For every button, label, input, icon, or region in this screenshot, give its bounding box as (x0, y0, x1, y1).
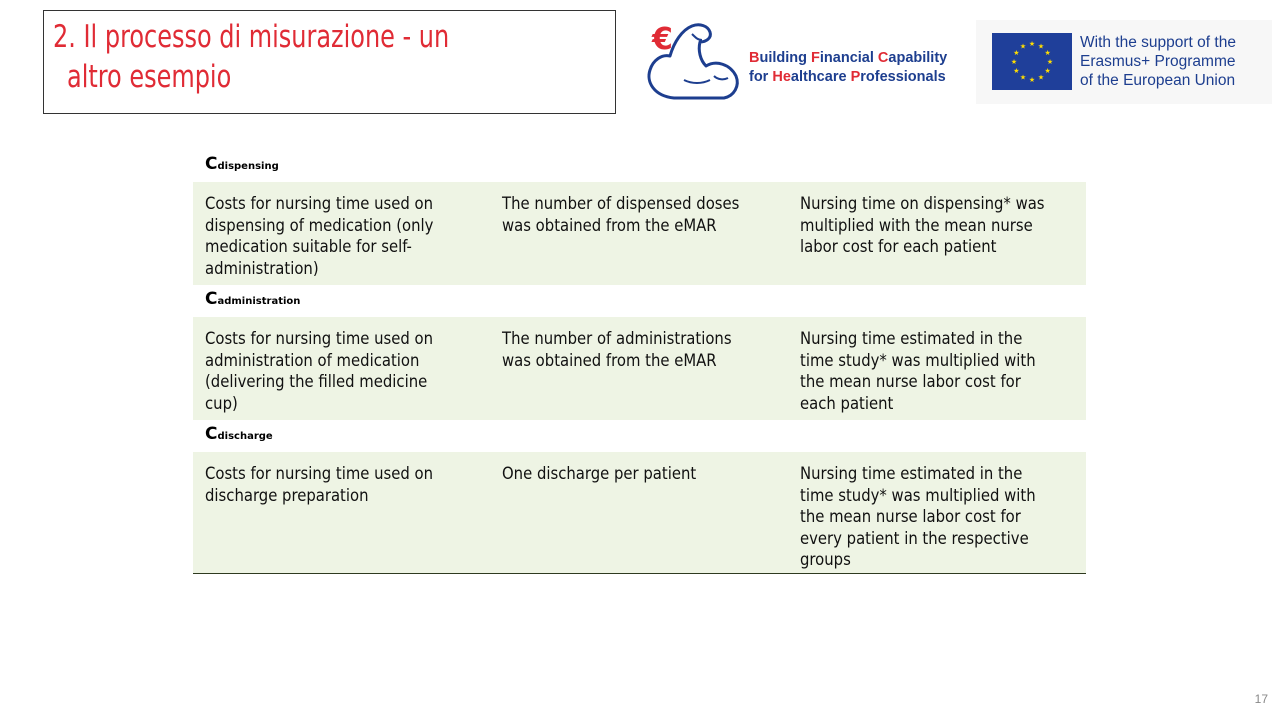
table-row (193, 182, 1086, 285)
data-source-cell: The number of administrations was obtained from the eMAR (502, 329, 732, 370)
section-header-administration: Cadministration (205, 289, 301, 309)
calculation-method-cell: Nursing time on dispensing* was multiplied with the mean nurse labor cost for each patient (800, 194, 1045, 256)
page-number: 17 (1254, 692, 1268, 706)
calculation-method-cell: Nursing time estimated in the time study* was multiplied with the mean nurse labor cost for every patient in the respective groups (800, 464, 1036, 569)
eu-star: ★ (1013, 67, 1020, 75)
slide-title-box (43, 10, 616, 114)
section-header-dispensing: Cdispensing (205, 154, 279, 174)
eu-support-text (1080, 33, 1236, 90)
section-header-discharge: Cdischarge (205, 424, 273, 444)
bfc-logo-text (749, 49, 947, 87)
bfc-line-2: for Healthcare Professionals (749, 69, 946, 85)
table-row (193, 452, 1086, 574)
eu-star: ★ (1013, 49, 1020, 57)
eu-star: ★ (1028, 40, 1036, 48)
eu-star: ★ (1044, 67, 1051, 75)
cost-description-cell: Costs for nursing time used on discharge preparation (205, 464, 434, 505)
data-source-cell: One discharge per patient (502, 464, 697, 483)
eu-star: ★ (1019, 42, 1027, 51)
calculation-method-cell: Nursing time estimated in the time study* was multiplied with the mean nurse labor cost for each patient (800, 329, 1036, 413)
eu-line-3: of the European Union (1080, 72, 1236, 89)
table-row (193, 317, 1086, 420)
eu-star: ★ (1046, 58, 1054, 66)
eu-star: ★ (1044, 49, 1051, 57)
cost-description-cell: Costs for nursing time used on dispensing of medication (only medication suitable for self- administration) (205, 194, 434, 278)
eu-line-1: With the support of the (1080, 34, 1236, 51)
eu-star: ★ (1019, 73, 1027, 82)
eu-line-2: Erasmus+ Programme (1080, 53, 1236, 70)
eu-star: ★ (1037, 73, 1045, 82)
cost-description-cell: Costs for nursing time used on administration of medication (delivering the filled medicine cup) (205, 329, 434, 413)
eu-star: ★ (1028, 76, 1036, 84)
eu-star: ★ (1037, 42, 1045, 51)
eu-star: ★ (1010, 58, 1018, 66)
eu-flag-icon (992, 33, 1072, 90)
data-source-cell: The number of dispensed doses was obtained from the eMAR (502, 194, 740, 235)
slide-title-line-2: altro esempio (67, 59, 232, 95)
flexed-arm-icon (644, 20, 744, 104)
euro-symbol: € (652, 22, 673, 57)
slide-title-line-1: 2. Il processo di misurazione - un (53, 19, 450, 55)
cost-table (193, 150, 1086, 574)
bfc-line-1: Building Financial Capability (749, 50, 948, 66)
